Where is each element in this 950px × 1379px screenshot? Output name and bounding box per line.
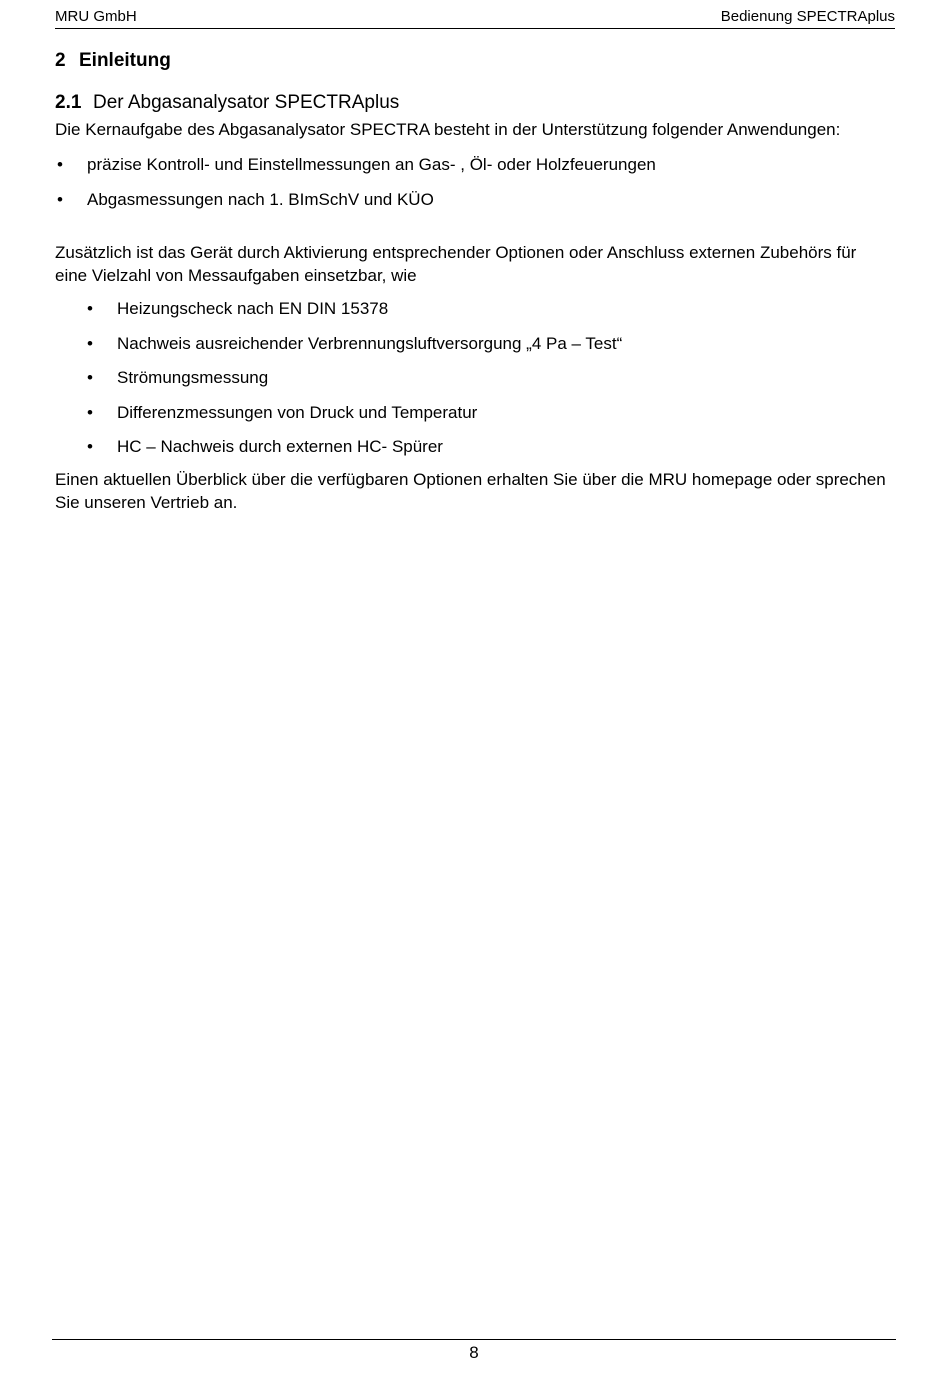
list-item-text: Nachweis ausreichender Verbrennungsluftversorgung „4 Pa – Test“ (117, 333, 623, 353)
options-list (55, 297, 890, 458)
applications-list (55, 153, 890, 211)
company-name: MRU GmbH (55, 8, 137, 25)
list-item (55, 297, 890, 320)
list-item (55, 401, 890, 424)
section-heading (55, 48, 890, 74)
list-item (55, 366, 890, 389)
bullet-icon: • (87, 299, 93, 318)
list-item-text: Abgasmessungen nach 1. BImSchV und KÜO (87, 190, 434, 209)
section-title: Einleitung (79, 50, 171, 71)
bullet-icon: • (87, 402, 93, 422)
subsection-title: Der Abgasanalysator SPECTRAplus (93, 92, 400, 113)
list-item (55, 435, 890, 458)
list-item-text: Heizungscheck nach EN DIN 15378 (117, 299, 389, 318)
list-item-text: HC – Nachweis durch externen HC- Spürer (117, 437, 443, 456)
bullet-icon: • (57, 155, 63, 174)
page-number: 8 (469, 1343, 479, 1362)
page-content (55, 48, 890, 514)
list-item-text: Differenzmessungen von Druck und Temperatur (117, 402, 478, 422)
list-item (55, 188, 890, 211)
options-intro-paragraph: Zusätzlich ist das Gerät durch Aktivierung entsprechender Optionen oder Anschluss externen Zubehörs für eine Vielzahl von Messaufgaben einsetzbar, wie (55, 243, 857, 285)
list-item (55, 153, 890, 176)
document-title: Bedienung SPECTRAplus (720, 8, 895, 25)
list-item-text: Strömungsmessung (117, 368, 269, 387)
bullet-icon: • (57, 190, 63, 209)
list-item (55, 332, 890, 355)
subsection-heading (55, 90, 890, 116)
bullet-icon: • (87, 368, 93, 387)
intro-paragraph: Die Kernaufgabe des Abgasanalysator SPECTRA besteht in der Unterstützung folgender Anwendungen: (55, 120, 841, 139)
page-footer (52, 1339, 896, 1364)
section-number: 2 (55, 50, 66, 71)
subsection-number: 2.1 (55, 92, 82, 113)
closing-paragraph: Einen aktuellen Überblick über die verfügbaren Optionen erhalten Sie über die MRU homepage oder sprechen Sie unseren Vertrieb an. (55, 469, 886, 512)
page-header (55, 4, 895, 29)
list-item-text: präzise Kontroll- und Einstellmessungen an Gas- , Öl- oder Holzfeuerungen (87, 155, 656, 174)
bullet-icon: • (87, 333, 93, 353)
bullet-icon: • (87, 437, 93, 456)
